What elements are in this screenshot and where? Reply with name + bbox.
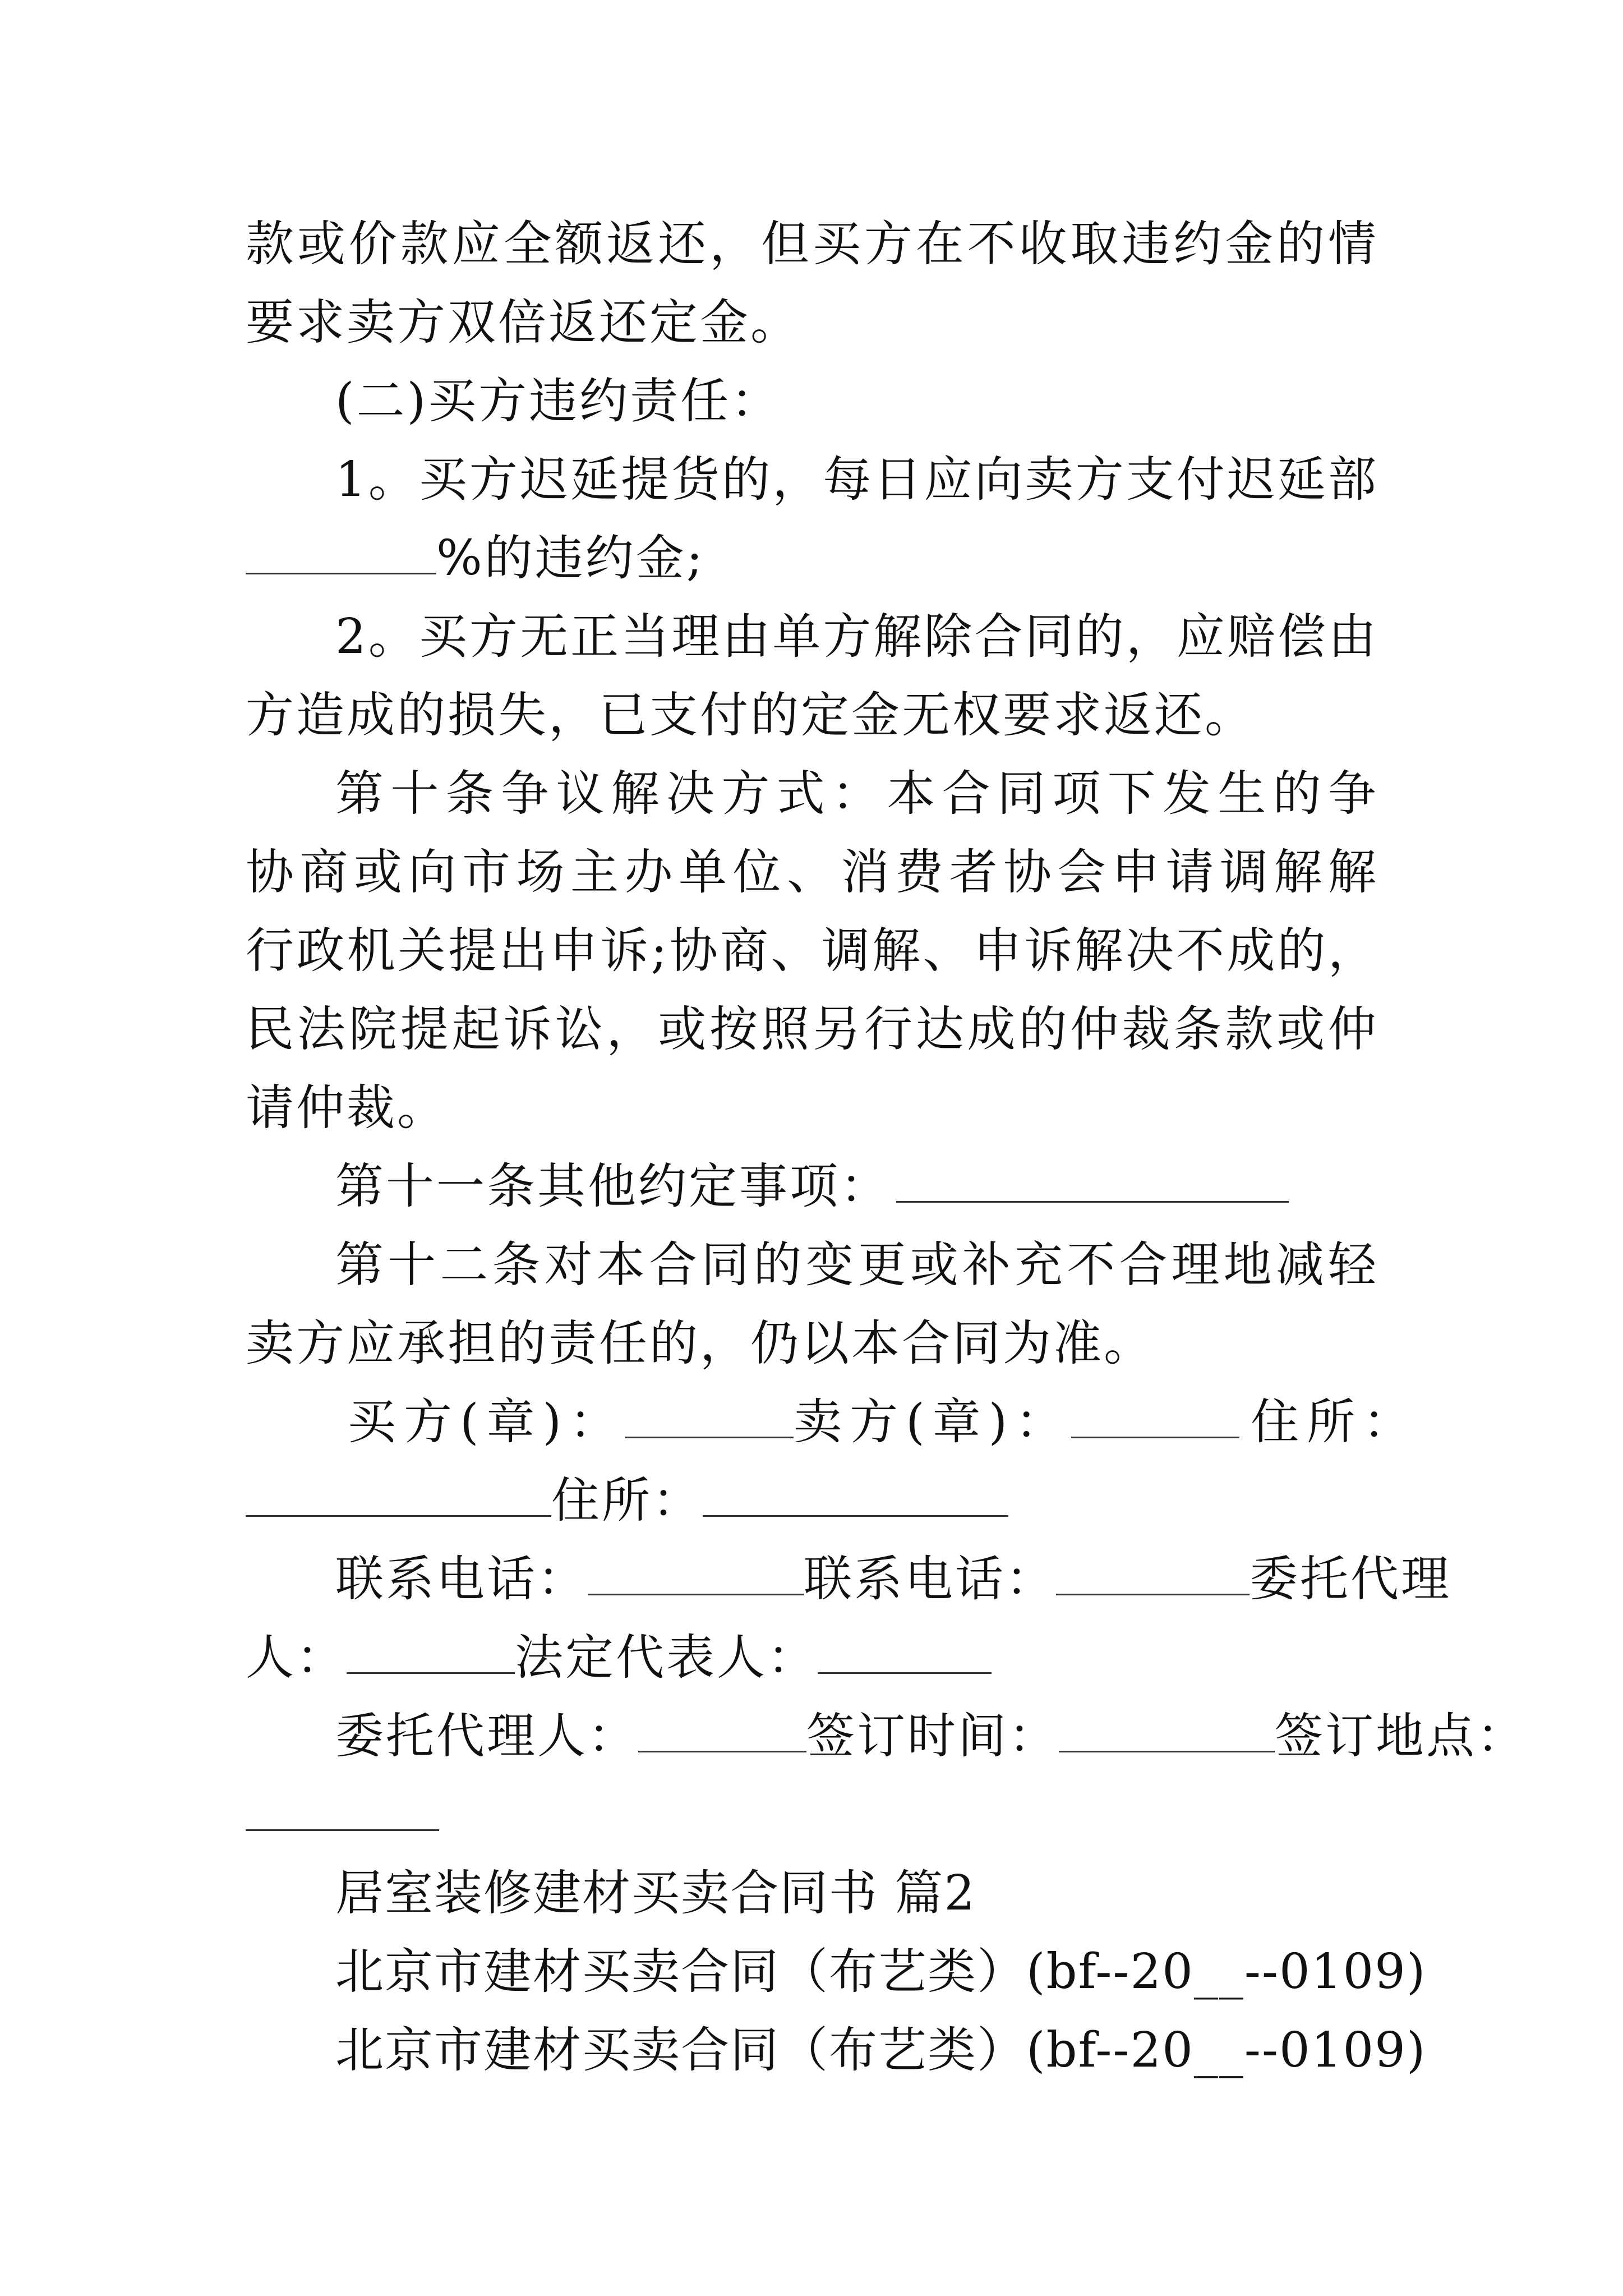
fill-blank bbox=[1071, 1393, 1239, 1438]
section-title: 居室装修建材买卖合同书 篇2 bbox=[335, 1865, 976, 1921]
paragraph-line: 款或价款应全额返还，但买方在不收取违约金的情 bbox=[246, 216, 1378, 272]
contract-title: 北京市建材买卖合同（布艺类）(bf--20__--0109) bbox=[335, 2022, 1427, 2078]
phone-label: 联系电话： bbox=[335, 1551, 588, 1607]
fill-blank bbox=[703, 1471, 1008, 1517]
article-line: 请仲裁。 bbox=[246, 1080, 448, 1136]
fill-blank bbox=[246, 1786, 439, 1831]
section-heading: (二)买方违约责任： bbox=[335, 373, 782, 429]
clause-line: 方造成的损失，已支付的定金无权要求返还。 bbox=[246, 687, 1255, 743]
agent-label: 委托代理人： bbox=[335, 1708, 638, 1764]
signature-line bbox=[335, 1540, 1451, 1618]
clause-line: 2。买方无正当理由单方解除合同的，应赔偿由 bbox=[335, 609, 1378, 665]
legal-rep-label: 法定代表人： bbox=[515, 1630, 818, 1686]
address-label: 住所： bbox=[1251, 1394, 1419, 1450]
seller-label: 卖方(章)： bbox=[794, 1394, 1072, 1450]
paragraph-line: 要求卖方双倍返还定金。 bbox=[246, 295, 801, 351]
fill-blank bbox=[638, 1707, 806, 1752]
buyer-label: 买方(章)： bbox=[348, 1394, 626, 1450]
article-line: 第十二条对本合同的变更或补充不合理地减轻 bbox=[335, 1237, 1378, 1293]
clause-line: 1。买方迟延提货的，每日应向卖方支付迟延部 bbox=[335, 452, 1378, 508]
article-line: 第十条争议解决方式：本合同项下发生的争 bbox=[335, 766, 1378, 822]
article-line: 行政机关提出申诉;协商、调解、申诉解决不成的， bbox=[246, 923, 1378, 979]
date-label: 签订时间： bbox=[806, 1708, 1059, 1764]
fill-blank bbox=[347, 1628, 515, 1674]
fill-blank bbox=[246, 1471, 551, 1517]
signature-line bbox=[348, 1383, 1419, 1461]
signature-line bbox=[246, 1618, 1378, 1697]
fill-blank bbox=[818, 1628, 992, 1674]
signature-line bbox=[335, 1697, 1527, 1775]
agent-label: 人： bbox=[246, 1630, 347, 1686]
article-text: 第十一条其他约定事项： bbox=[335, 1158, 891, 1214]
clause-line bbox=[246, 519, 1378, 597]
place-label: 签订地点： bbox=[1275, 1708, 1527, 1764]
fill-blank bbox=[1056, 1550, 1249, 1595]
fill-blank bbox=[588, 1550, 804, 1595]
article-line: 协商或向市场主办单位、消费者协会申请调解解 bbox=[246, 844, 1378, 900]
fill-blank bbox=[246, 529, 436, 574]
article-line: 卖方应承担的责任的，仍以本合同为准。 bbox=[246, 1315, 1154, 1372]
article-line bbox=[335, 1147, 1378, 1226]
address-label: 住所： bbox=[551, 1473, 703, 1529]
fill-blank bbox=[896, 1157, 1289, 1203]
contract-title: 北京市建材买卖合同（布艺类）(bf--20__--0109) bbox=[335, 1944, 1427, 2000]
signature-line bbox=[246, 1461, 1378, 1540]
fill-blank bbox=[625, 1393, 794, 1438]
signature-line bbox=[246, 1775, 1378, 1854]
agent-label: 委托代理 bbox=[1249, 1551, 1451, 1607]
fill-blank bbox=[1059, 1707, 1275, 1752]
phone-label: 联系电话： bbox=[804, 1551, 1056, 1607]
article-line: 民法院提起诉讼，或按照另行达成的仲裁条款或仲 bbox=[246, 1001, 1378, 1057]
clause-text: %的违约金; bbox=[436, 530, 705, 586]
